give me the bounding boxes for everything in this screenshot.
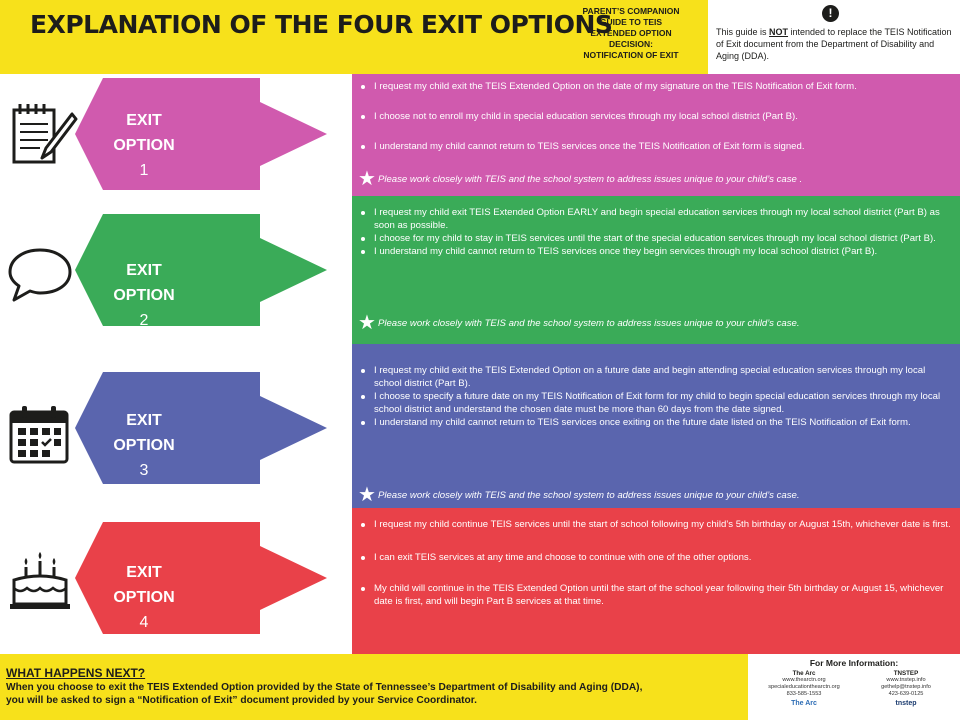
bullet-dot [361, 523, 365, 527]
bullet-dot [361, 237, 365, 241]
exit-option-4-bullets [360, 518, 954, 608]
exit-option-4-row [0, 508, 960, 654]
notice-text-part: This guide is [716, 27, 770, 37]
companion-line: DECISION: [609, 39, 653, 49]
exit-option-2-label [104, 258, 184, 333]
exit-option-4-panel [352, 508, 960, 654]
the-arc-logo: The Arc [791, 700, 817, 707]
bullet-dot [361, 211, 365, 215]
bullet-text: I request my child exit the TEIS Extended Option on a future date and begin attending special education services through my local school district (Part B). [374, 365, 926, 389]
footer-line: When you choose to exit the TEIS Extended Option provided by the State of Tennessee’s Department of Disability and Aging (DDA), [6, 682, 643, 693]
exit-option-2-bullets [360, 206, 954, 258]
bullet-dot [361, 115, 365, 119]
bullet-text: I request my child continue TEIS services until the start of school following my child’s 5th birthday or August 15th, whichever date is first. [374, 519, 951, 530]
exit-option-1-panel [352, 74, 960, 196]
list-item [360, 518, 954, 531]
bullet-text: I choose for my child to stay in TEIS services until the start of the special education services through my local school district (Part B). [374, 233, 936, 244]
exit-option-2-visual [0, 196, 352, 344]
exit-option-3-panel [352, 344, 960, 508]
label-line: OPTION [113, 589, 175, 606]
bullet-text: I understand my child cannot return to TEIS services once they begin services through my local school district (Part B). [374, 246, 878, 257]
note-text: Please work closely with TEIS and the school system to address issues unique to your child’s case. [377, 490, 800, 501]
exit-option-3-visual [0, 344, 352, 508]
option-number: 4 [139, 614, 149, 631]
bullet-dot [361, 421, 365, 425]
org-phone: 423-639-0125 [888, 691, 924, 697]
bullet-text: My child will continue in the TEIS Extended Option until the start of the school year following their 5th birthday or August 15, whichever date is first, and will begin Part B services at that time. [374, 583, 944, 607]
note-text: Please work closely with TEIS and the school system to address issues unique to your child’s case . [377, 174, 803, 185]
list-item [360, 582, 954, 608]
exit-option-3-row [0, 344, 960, 508]
list-item [360, 390, 954, 416]
notice-emphasis: NOT [769, 27, 789, 37]
bullet-dot [361, 395, 365, 399]
star-icon: ★ [358, 312, 376, 334]
tnstep-contact [860, 670, 952, 707]
label-line: EXIT [126, 262, 162, 279]
bullet-dot [361, 556, 365, 560]
bullet-text: I request my child exit the TEIS Extended Option on the date of my signature on the TEIS Notification of Exit form. [374, 81, 857, 92]
calendar-icon [8, 404, 70, 466]
option-number: 2 [139, 312, 149, 329]
org-website[interactable]: www.thearctn.org [782, 677, 826, 683]
notepad-pencil-icon [10, 100, 80, 172]
exit-option-1-label [104, 108, 184, 183]
label-line: OPTION [113, 137, 175, 154]
bullet-dot [361, 250, 365, 254]
org-phone: 833-585-1553 [786, 691, 822, 697]
list-item [360, 110, 954, 123]
bullet-text: I understand my child cannot return to TEIS services once exiting on the future date listed on the TEIS Notification of Exit form. [374, 417, 911, 428]
org-email[interactable]: specialeducationthearctn.org [768, 684, 840, 690]
org-email[interactable]: gethelp@tnstep.info [881, 684, 931, 690]
list-item [360, 245, 954, 258]
label-line: EXIT [126, 112, 162, 129]
companion-line: EXTENDED OPTION [590, 28, 672, 38]
star-icon: ★ [358, 484, 376, 506]
exit-option-4-visual [0, 508, 352, 654]
birthday-cake-icon [8, 548, 72, 612]
label-line: EXIT [126, 412, 162, 429]
bullet-dot [361, 587, 365, 591]
exit-option-1-row [0, 74, 960, 196]
bullet-dot [361, 369, 365, 373]
exclamation-icon: ! [822, 5, 839, 22]
notice-text-part: intended to replace the TEIS Notification of Exit document from the Department of Disability and Aging (DDA). [716, 27, 952, 61]
exit-option-3-bullets [360, 364, 954, 429]
bullet-dot [361, 145, 365, 149]
more-info-title: For More Information: [809, 658, 899, 668]
companion-guide-label [556, 6, 706, 61]
star-icon: ★ [358, 168, 376, 190]
list-item [360, 206, 954, 232]
footer-banner [0, 654, 748, 720]
label-line: OPTION [113, 437, 175, 454]
note-text: Please work closely with TEIS and the school system to address issues unique to your child’s case. [377, 318, 800, 329]
exit-option-2-panel [352, 196, 960, 344]
org-name: The Arc [792, 670, 816, 677]
list-item [360, 551, 954, 564]
speech-bubble-icon [6, 246, 74, 304]
footer-text [6, 681, 746, 707]
label-line: OPTION [113, 287, 175, 304]
org-website[interactable]: www.tnstep.info [886, 677, 926, 683]
companion-line: NOTIFICATION OF EXIT [583, 50, 679, 60]
bullet-text: I choose not to enroll my child in special education services through my local school district (Part B). [374, 111, 798, 122]
footer-line: you will be asked to sign a “Notification of Exit” document provided by your Service Coordinator. [6, 695, 477, 706]
exit-option-1-visual [0, 74, 352, 196]
page-title: EXPLANATION OF THE FOUR EXIT OPTIONS [30, 10, 613, 39]
exit-option-1-note [358, 168, 803, 190]
tnstep-logo: tnstep [895, 700, 917, 707]
list-item [360, 416, 954, 429]
exit-option-2-note [358, 312, 800, 334]
bullet-text: I choose to specify a future date on my TEIS Notification of Exit form for my child to begin special education services through my local school district and understand the chosen date must be more than 60 days from the date signed. [374, 391, 941, 415]
option-number: 3 [139, 462, 149, 479]
companion-line: PARENT’S COMPANION [582, 6, 680, 16]
option-number: 1 [139, 162, 149, 179]
exit-option-3-label [104, 408, 184, 483]
exit-option-1-bullets [360, 80, 954, 153]
exit-option-3-note [358, 484, 800, 506]
bullet-dot [361, 85, 365, 89]
notice-text [716, 26, 952, 62]
org-name: TNSTEP [893, 670, 919, 677]
footer-title: WHAT HAPPENS NEXT? [6, 666, 146, 680]
companion-line: GUIDE TO TEIS [599, 17, 663, 27]
list-item [360, 364, 954, 390]
list-item [360, 80, 954, 93]
exit-option-4-label [104, 560, 184, 635]
bullet-text: I understand my child cannot return to TEIS services once the TEIS Notification of Exit form is signed. [374, 141, 805, 152]
list-item [360, 140, 954, 153]
bullet-text: I can exit TEIS services at any time and choose to continue with one of the other options. [374, 552, 752, 563]
list-item [360, 232, 954, 245]
the-arc-contact [758, 670, 850, 707]
label-line: EXIT [126, 564, 162, 581]
bullet-text: I request my child exit TEIS Extended Option EARLY and begin special education services through my local school district (Part B) as soon as possible. [374, 207, 940, 231]
exit-option-2-row [0, 196, 960, 344]
